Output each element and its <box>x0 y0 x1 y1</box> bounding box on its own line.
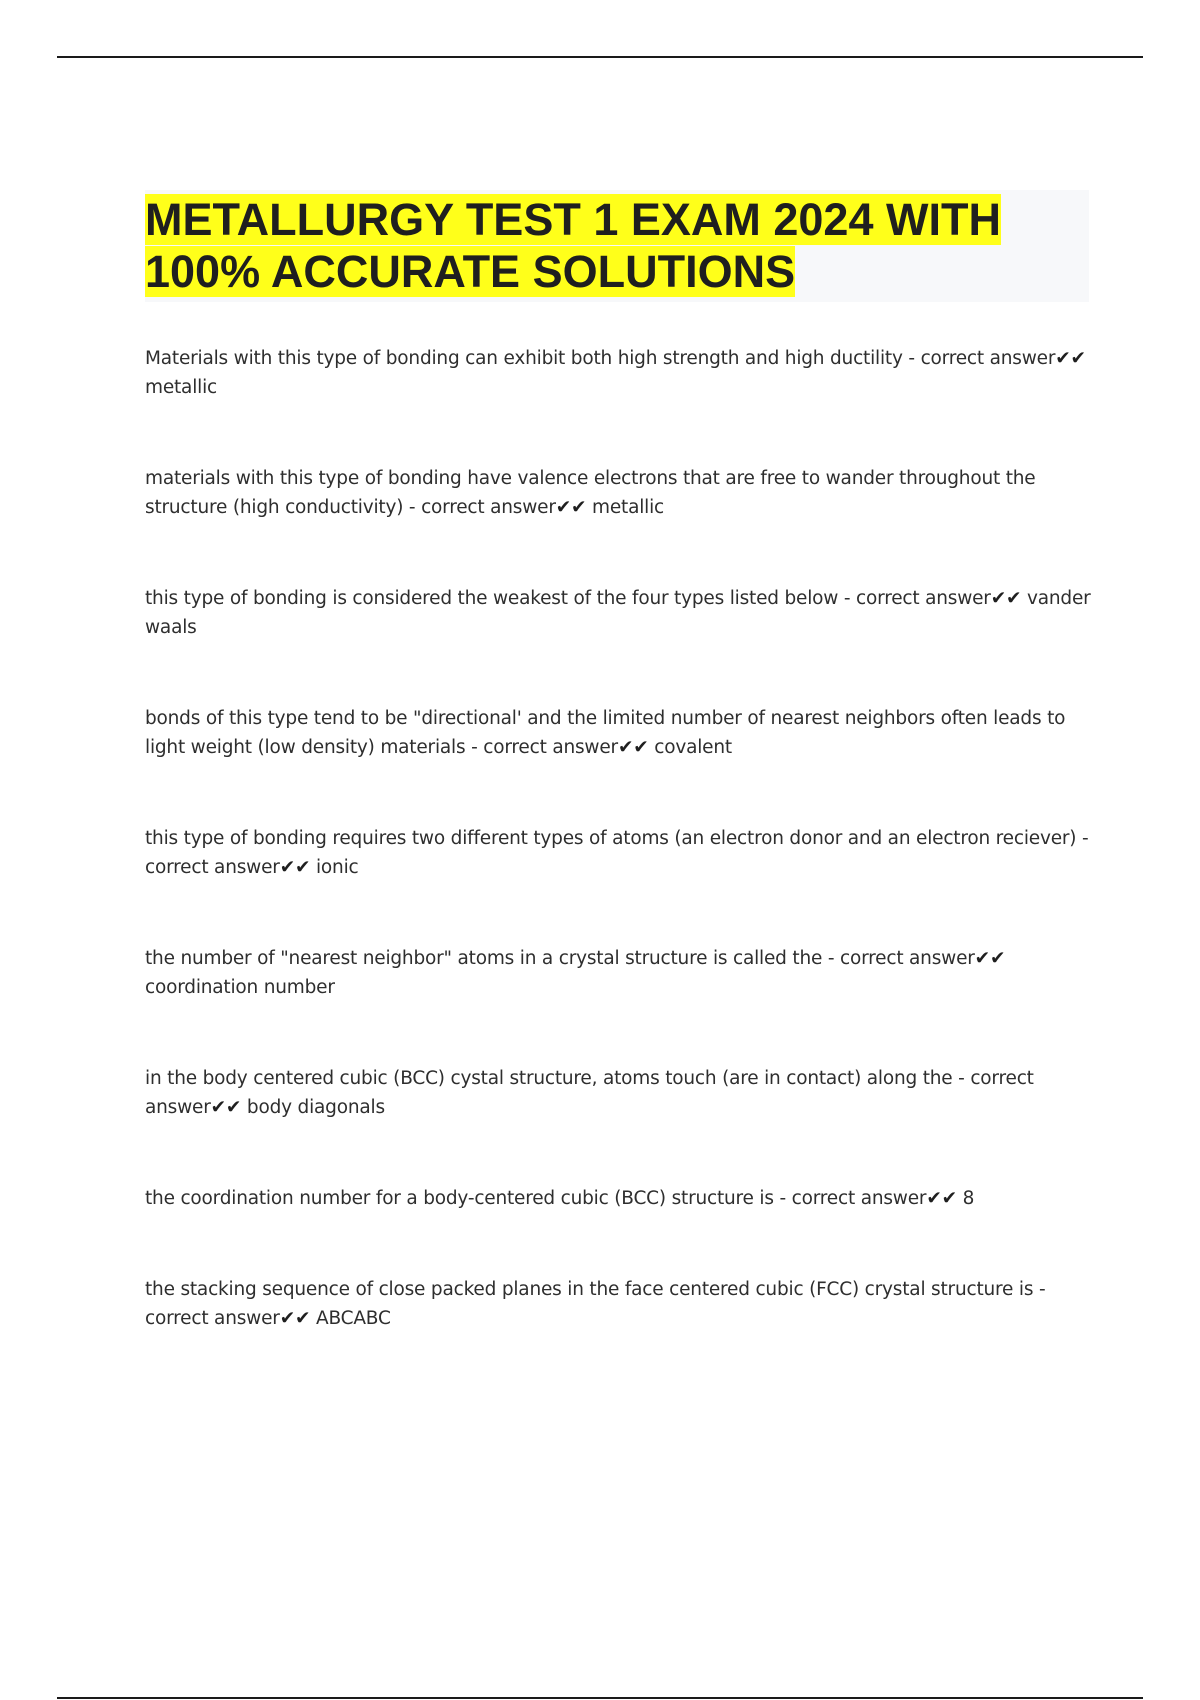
answer-separator: - correct answer <box>145 828 1089 878</box>
question-text: Materials with this type of bonding can exhibit both high strength and high ductility <box>145 348 903 369</box>
answer-separator: - correct answer <box>403 497 556 518</box>
question-text: the coordination number for a body-centered cubic (BCC) structure is <box>145 1188 774 1209</box>
document-title <box>145 190 1089 298</box>
answer-separator: - correct answer <box>902 348 1056 369</box>
qa-item <box>145 464 1095 522</box>
qa-item <box>145 704 1095 762</box>
question-text: this type of bonding requires two different types of atoms (an electron donor and an electron reciever) <box>145 828 1077 849</box>
check-mark-icon: ✔✔ <box>279 1308 311 1329</box>
title-highlight: METALLURGY TEST 1 EXAM 2024 WITH 100% ACCURATE SOLUTIONS <box>145 194 1001 297</box>
answer-text: vander waals <box>145 588 1091 638</box>
answer-separator: - correct answer <box>145 1279 1046 1329</box>
question-text: this type of bonding is considered the weakest of the four types listed below <box>145 588 839 609</box>
check-mark-icon: ✔✔ <box>279 857 311 878</box>
check-mark-icon: ✔✔ <box>926 1188 957 1209</box>
answer-text: metallic <box>592 497 665 518</box>
top-rule <box>57 56 1143 58</box>
answer-text: ionic <box>315 857 359 878</box>
qa-item <box>145 824 1095 882</box>
answer-text: covalent <box>654 737 732 758</box>
answer-text: ABCABC <box>315 1308 391 1329</box>
qa-item <box>145 1275 1095 1333</box>
title-block <box>145 190 1089 302</box>
check-mark-icon: ✔✔ <box>990 588 1022 609</box>
qa-item <box>145 584 1095 642</box>
bottom-rule <box>57 1697 1143 1699</box>
question-text: in the body centered cubic (BCC) cystal structure, atoms touch (are in contact) along the <box>145 1068 953 1089</box>
answer-separator: - correct answer <box>838 588 991 609</box>
check-mark-icon: ✔✔ <box>210 1097 242 1118</box>
qa-item <box>145 944 1095 1002</box>
answer-text: body diagonals <box>246 1097 385 1118</box>
answer-separator: - correct answer <box>822 948 975 969</box>
qa-list <box>145 344 1095 1395</box>
question-text: the number of "nearest neighbor" atoms in a crystal structure is called the <box>145 948 823 969</box>
qa-item <box>145 344 1095 402</box>
check-mark-icon: ✔✔ <box>555 497 587 518</box>
answer-text: coordination number <box>145 977 335 998</box>
question-text: materials with this type of bonding have valence electrons that are free to wander throughout the structure (high conductivity) <box>145 468 1036 518</box>
check-mark-icon: ✔✔ <box>974 948 1006 969</box>
question-text: bonds of this type tend to be "directional' and the limited number of nearest neighbors often leads to light weight (low density) materials <box>145 708 1066 758</box>
answer-text: 8 <box>962 1188 975 1209</box>
answer-separator: - correct answer <box>145 1068 1034 1118</box>
answer-text: metallic <box>145 377 217 398</box>
answer-separator: - correct answer <box>773 1188 927 1209</box>
check-mark-icon: ✔✔ <box>617 737 649 758</box>
check-mark-icon: ✔✔ <box>1055 348 1086 369</box>
answer-separator: - correct answer <box>465 737 618 758</box>
question-text: the stacking sequence of close packed planes in the face centered cubic (FCC) crystal structure is <box>145 1279 1034 1300</box>
qa-item <box>145 1184 1095 1213</box>
qa-item <box>145 1064 1095 1122</box>
